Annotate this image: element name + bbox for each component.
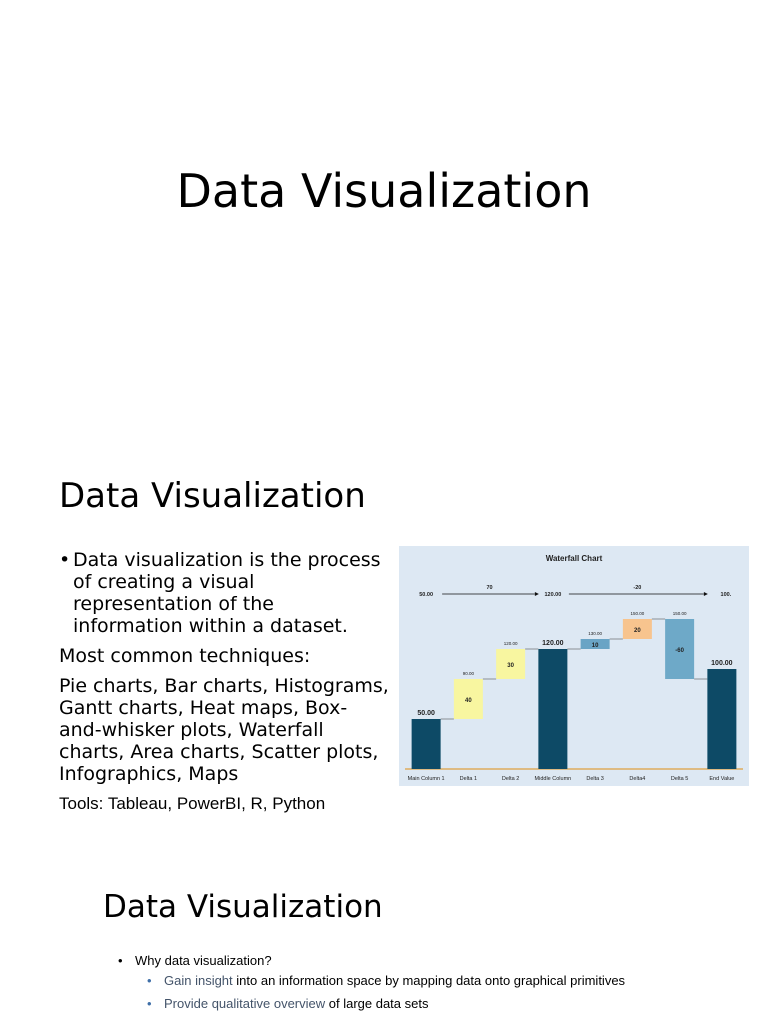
techniques-heading: Most common techniques: — [59, 645, 311, 667]
slide1-title: Data Visualization — [176, 164, 592, 218]
running-total-label: 120.00 — [503, 641, 518, 646]
slide3-bullet — [118, 952, 625, 972]
running-total-label: 150.00 — [672, 611, 687, 616]
waterfall-bar — [538, 649, 567, 769]
waterfall-chart-svg — [399, 546, 749, 786]
bar-value-label: 10 — [591, 643, 599, 649]
sub-bullet-highlight: Provide qualitative overview — [164, 996, 326, 1011]
bar-value-label: 30 — [507, 663, 514, 669]
bullet-dot-icon: • — [147, 973, 152, 988]
arrow-head-icon — [704, 592, 708, 596]
bar-value-label: -60 — [675, 648, 684, 654]
slide3-sub-bullet — [118, 995, 625, 1018]
slide2-body — [59, 549, 389, 823]
bullet-dot-icon: • — [59, 549, 71, 571]
sub-bullet-text: into an information space by mapping data onto graphical primitives — [232, 973, 626, 988]
arrow-start-label: 120.00 — [544, 592, 562, 598]
running-total-label: 150.00 — [630, 611, 645, 616]
x-tick-label: Main Column 1 — [407, 776, 445, 782]
x-tick-label: End Value — [709, 776, 735, 782]
waterfall-bar — [412, 719, 441, 769]
bullet-dot-icon: • — [147, 996, 152, 1011]
arrow-end-label: 100. — [720, 592, 732, 598]
x-tick-label: Delta 3 — [586, 776, 604, 782]
x-tick-label: Delta 5 — [670, 776, 689, 782]
arrow-head-icon — [535, 592, 539, 596]
sub-bullet-text: of large data sets — [325, 996, 429, 1011]
bar-value-label: 20 — [634, 628, 641, 634]
slide3-list — [118, 952, 625, 1018]
x-tick-label: Middle Column — [534, 776, 572, 782]
slide3-title: Data Visualization — [103, 889, 383, 925]
chart-title: Waterfall Chart — [545, 554, 603, 563]
running-total-label: 130.00 — [588, 631, 603, 636]
bar-value-label: 40 — [465, 698, 472, 704]
slide3-bullet-text: Why data visualization? — [135, 953, 272, 968]
slide2-bullet — [59, 549, 389, 637]
waterfall-chart — [399, 546, 749, 786]
x-tick-label: Delta 1 — [459, 776, 478, 782]
bullet-dot-icon: • — [118, 953, 123, 968]
slide3-sub-bullet — [118, 972, 625, 995]
arrow-delta-label: 70 — [486, 585, 493, 591]
bar-value-label: 100.00 — [711, 660, 733, 667]
arrow-start-label: 50.00 — [419, 592, 434, 598]
x-tick-label: Delta4 — [629, 776, 646, 782]
techniques-list: Pie charts, Bar charts, Histograms, Gantt charts, Heat maps, Box-and-whisker plots, Waterfall charts, Area charts, Scatter plots, Infographics, Maps — [59, 675, 389, 785]
bar-value-label: 50.00 — [417, 710, 435, 717]
x-tick-label: Delta 2 — [501, 776, 520, 782]
running-total-label: 90.00 — [462, 671, 475, 676]
sub-bullet-highlight: Gain insight — [164, 973, 233, 988]
waterfall-bar — [707, 669, 736, 769]
tools-line: Tools: Tableau, PowerBI, R, Python — [59, 794, 326, 813]
arrow-delta-label: -20 — [633, 585, 642, 591]
slide2-bullet-text: Data visualization is the process of creating a visual representation of the information within a dataset. — [73, 549, 381, 637]
slide2-title: Data Visualization — [59, 476, 366, 516]
bar-value-label: 120.00 — [542, 640, 564, 647]
